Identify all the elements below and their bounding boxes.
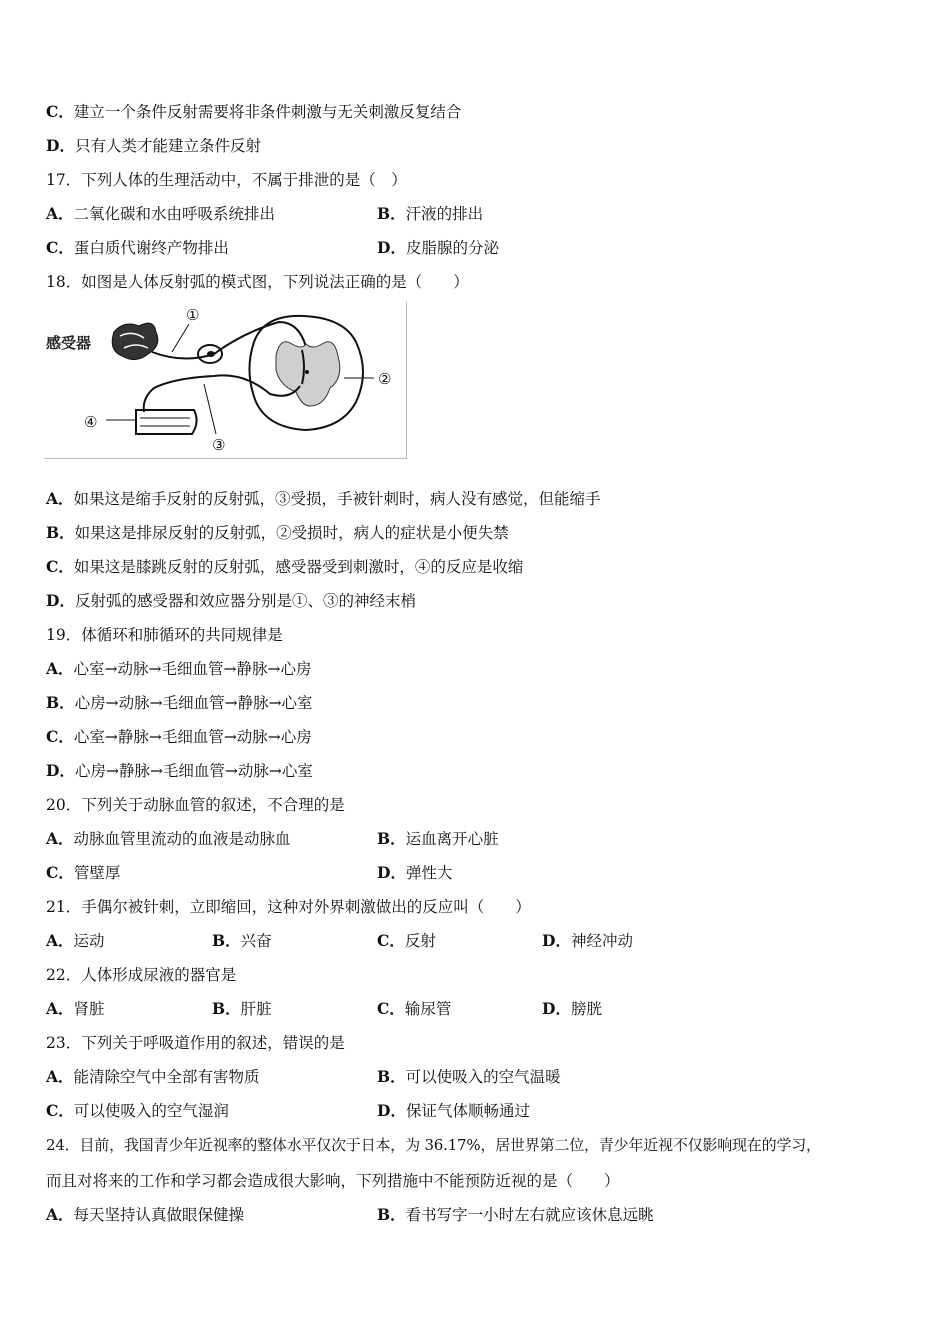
q18-option-c: C．如果这是膝跳反射的反射弧，感受器受到刺激时，④的反应是收缩 — [46, 557, 524, 576]
q19-option-d: D．心房→静脉→毛细血管→动脉→心室 — [46, 761, 313, 780]
q18-option-b: B．如果这是排尿反射的反射弧，②受损时，病人的症状是小便失禁 — [46, 523, 509, 542]
reflex-arc-diagram — [44, 302, 406, 458]
reflex-arc-figure — [44, 302, 407, 459]
label-4: ④ — [84, 413, 98, 431]
q20-option-d: D．弹性大 — [377, 863, 453, 882]
q23-stem: 23．下列关于呼吸道作用的叙述，错误的是 — [46, 1034, 345, 1052]
label-3-leader — [204, 384, 216, 434]
q16-option-d: D．只有人类才能建立条件反射 — [46, 136, 261, 155]
q17-option-c: C．蛋白质代谢终产物排出 — [46, 238, 229, 257]
q21-stem: 21．手偶尔被针刺，立即缩回，这种对外界刺激做出的反应叫（ ） — [46, 898, 531, 916]
q22-option-c: C．输尿管 — [377, 999, 452, 1018]
q22-option-a: A．肾脏 — [46, 999, 105, 1018]
q20-stem: 20．下列关于动脉血管的叙述，不合理的是 — [46, 796, 345, 814]
q24-stem-line1: 24．目前，我国青少年近视率的整体水平仅次于日本，为 36.17%，居世界第二位，青少年近视不仅影响现在的学习， — [46, 1136, 821, 1154]
label-1-leader — [172, 324, 189, 352]
q23-option-c: C．可以使吸入的空气湿润 — [46, 1101, 229, 1120]
effector-muscle — [136, 410, 197, 434]
q19-stem: 19．体循环和肺循环的共同规律是 — [46, 626, 283, 644]
q21-option-d: D．神经冲动 — [542, 931, 633, 950]
ganglion-body — [207, 351, 215, 357]
q18-option-a: A．如果这是缩手反射的反射弧，③受损，手被针刺时，病人没有感觉，但能缩手 — [46, 489, 601, 508]
effector-texture — [140, 418, 190, 426]
q24-stem-line2: 而且对将来的工作和学习都会造成很大影响，下列措施中不能预防近视的是（ ） — [46, 1172, 620, 1190]
q23-option-b: B．可以使吸入的空气温暖 — [377, 1067, 561, 1086]
q17-option-a: A．二氧化碳和水由呼吸系统排出 — [46, 204, 276, 223]
q20-option-a: A．动脉血管里流动的血液是动脉血 — [46, 829, 291, 848]
q16-option-c: C．建立一个条件反射需要将非条件刺激与无关刺激反复结合 — [46, 102, 462, 121]
label-2: ② — [378, 370, 392, 388]
q23-option-a: A．能清除空气中全部有害物质 — [46, 1067, 260, 1086]
q21-option-c: C．反射 — [377, 931, 436, 950]
q21-option-b: B．兴奋 — [212, 931, 272, 950]
receptor-label: 感受器 — [46, 334, 92, 352]
q24-option-b: B．看书写字一小时左右就应该休息远眺 — [377, 1205, 654, 1224]
q22-option-d: D．膀胱 — [542, 999, 602, 1018]
q17-stem: 17．下列人体的生理活动中，不属于排泄的是（ ） — [46, 171, 407, 189]
q20-option-b: B．运血离开心脏 — [377, 829, 499, 848]
q19-option-c: C．心室→静脉→毛细血管→动脉→心房 — [46, 727, 312, 746]
q17-option-d: D．皮脂腺的分泌 — [377, 238, 499, 257]
q23-option-d: D．保证气体顺畅通过 — [377, 1101, 530, 1120]
q18-option-d: D．反射弧的感受器和效应器分别是①、③的神经末梢 — [46, 591, 416, 610]
q19-option-b: B．心房→动脉→毛细血管→静脉→心室 — [46, 693, 313, 712]
efferent-nerve — [144, 375, 300, 412]
q22-option-b: B．肝脏 — [212, 999, 272, 1018]
central-canal — [305, 370, 309, 374]
q20-option-c: C．管壁厚 — [46, 863, 121, 882]
q17-option-b: B．汗液的排出 — [377, 204, 484, 223]
q21-option-a: A．运动 — [46, 931, 105, 950]
q18-stem: 18．如图是人体反射弧的模式图，下列说法正确的是（ ） — [46, 273, 469, 291]
label-1: ① — [186, 306, 200, 324]
label-3: ③ — [212, 436, 226, 454]
q22-stem: 22．人体形成尿液的器官是 — [46, 966, 237, 984]
receptor-shape — [112, 323, 158, 359]
q19-option-a: A．心室→动脉→毛细血管→静脉→心房 — [46, 659, 312, 678]
q24-option-a: A．每天坚持认真做眼保健操 — [46, 1205, 245, 1224]
